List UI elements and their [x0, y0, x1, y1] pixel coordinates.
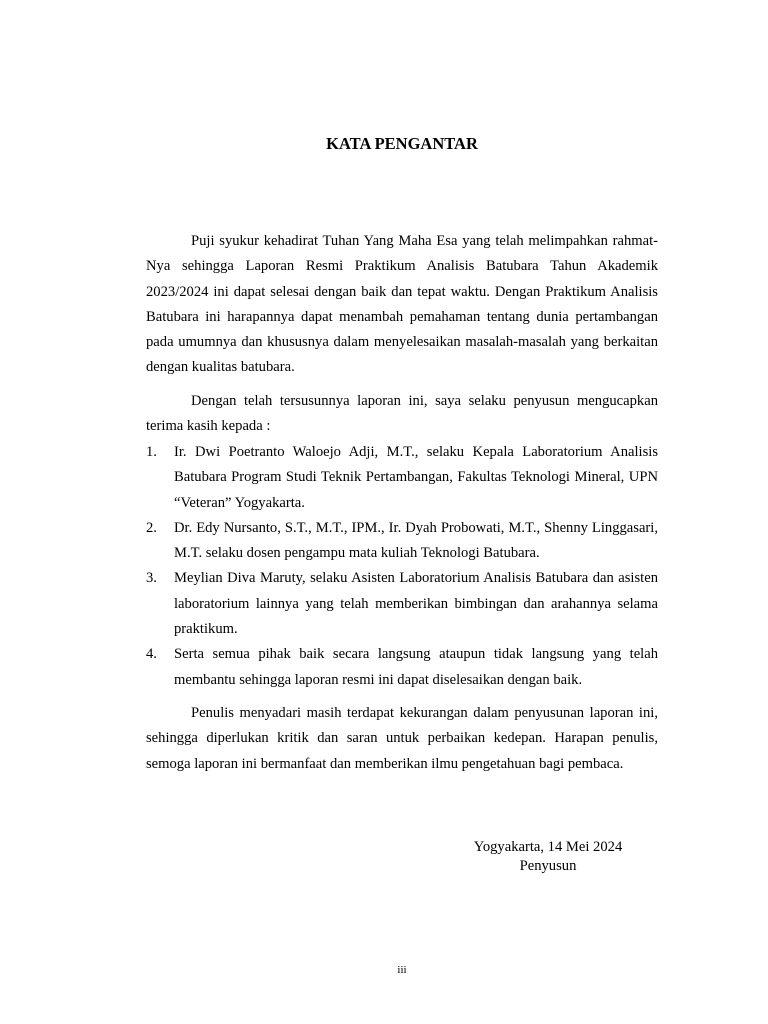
list-item — [146, 566, 658, 642]
list-item — [146, 642, 658, 693]
acknowledgement-list — [146, 440, 658, 693]
list-item-text: Serta semua pihak baik secara langsung ataupun tidak langsung yang telah membantu sehingga laporan resmi ini dapat diselesaikan dengan baik. — [174, 646, 658, 688]
intro-paragraph: Puji syukur kehadirat Tuhan Yang Maha Esa yang telah melimpahkan rahmat-Nya sehingga Laporan Resmi Praktikum Analisis Batubara Tahun Akademik 2023/2024 ini dapat selesai dengan baik dan tepat waktu. Dengan Praktikum Analisis Batubara ini harapannya dapat menambah pemahaman tentang dunia pertambangan pada umumnya dan khususnya dalam menyelesaikan masalah-masalah yang berkaitan dengan kualitas batubara. — [146, 233, 658, 376]
list-item-number: 4. — [146, 646, 157, 663]
page-number: iii — [397, 964, 407, 976]
list-item — [146, 440, 658, 516]
list-item-text: Ir. Dwi Poetranto Waloejo Adji, M.T., selaku Kepala Laboratorium Analisis Batubara Program Studi Teknik Pertambangan, Fakultas Teknologi Mineral, UPN “Veteran” Yogyakarta. — [174, 444, 658, 511]
signature-block — [440, 838, 656, 876]
page-title: KATA PENGANTAR — [326, 134, 478, 153]
list-item-number: 3. — [146, 570, 157, 587]
signature-place-date: Yogyakarta, 14 Mei 2024 — [473, 839, 623, 855]
list-item-text: Dr. Edy Nursanto, S.T., M.T., IPM., Ir. Dyah Probowati, M.T., Shenny Linggasari, M.T. selaku dosen pengampu mata kuliah Teknologi Batubara. — [174, 519, 658, 562]
acknowledgement-intro-paragraph: Dengan telah tersusunnya laporan ini, saya selaku penyusun mengucapkan terima kasih kepada : — [146, 393, 658, 435]
list-item-number: 1. — [146, 444, 157, 460]
list-item — [146, 516, 658, 567]
signature-role: Penyusun — [519, 858, 577, 874]
closing-paragraph: Penulis menyadari masih terdapat kekurangan dalam penyusunan laporan ini, sehingga diperlukan kritik dan saran untuk perbaikan kedepan. Harapan penulis, semoga laporan ini bermanfaat dan memberikan ilmu pengetahuan bagi pembaca. — [146, 705, 658, 772]
list-item-number: 2. — [146, 519, 157, 536]
list-item-text: Meylian Diva Maruty, selaku Asisten Laboratorium Analisis Batubara dan asisten laboratorium lainnya yang telah memberikan bimbingan dan arahannya selama praktikum. — [174, 570, 658, 638]
